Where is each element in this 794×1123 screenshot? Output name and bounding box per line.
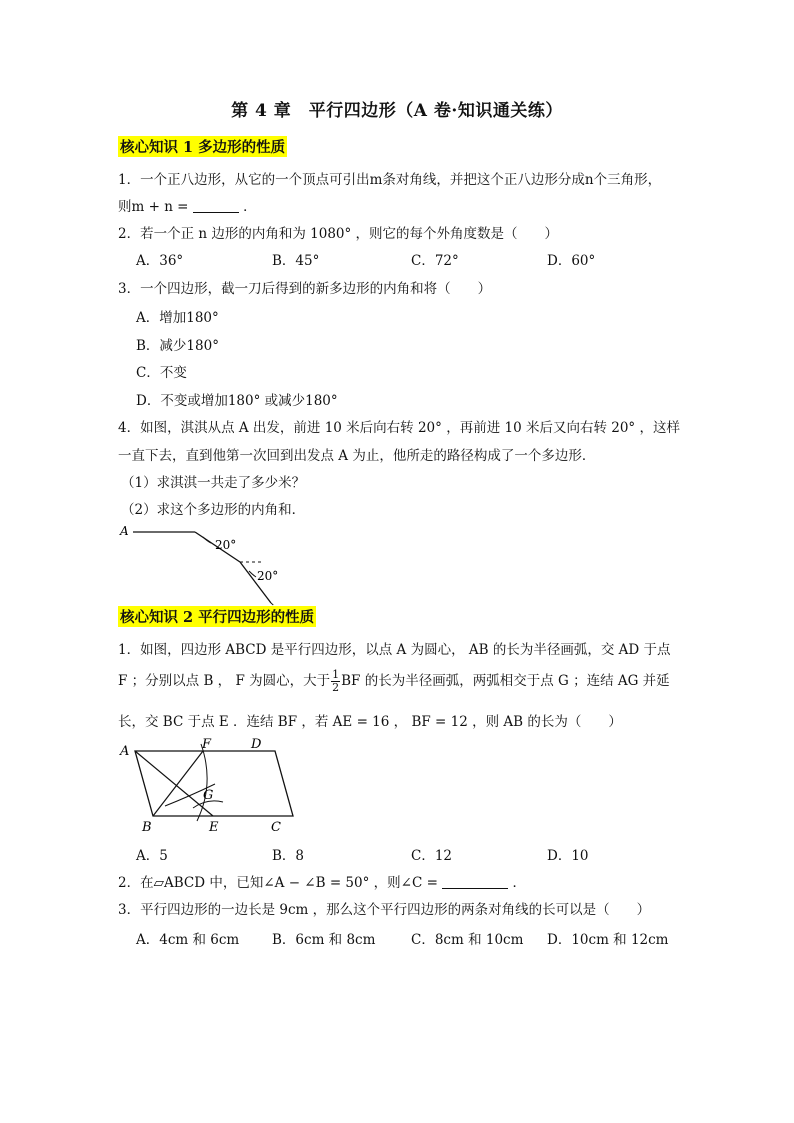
q2-1-line3: 长，交 BC 于点 E ．连结 BF ，若 AE = 16 ， BF = 12 ，则 AB 的长为（ ） — [118, 714, 622, 730]
q2-2-line — [118, 871, 526, 891]
one-half-fraction: $\frac{1}{2}$ — [332, 668, 340, 694]
label-f: F — [202, 737, 212, 752]
q2-3-text: 3．平行四边形的一边长是 9cm ，那么这个平行四边形的两条对角线的长可以是（ ） — [118, 902, 651, 918]
answer-blank[interactable] — [442, 874, 508, 889]
q1-2-option-b[interactable]: B．45° — [272, 253, 320, 269]
label-c: C — [271, 820, 281, 835]
q2-2-end: ． — [512, 875, 526, 891]
q2-1-option-b[interactable]: B．8 — [272, 848, 305, 864]
q1-4-line1: 4．如图，淇淇从点 A 出发，前进 10 米后向右转 20° ，再前进 10 米后又向右转 20° ，这样 — [118, 420, 680, 436]
q2-3-option-a[interactable]: A．4cm 和 6cm — [136, 932, 240, 948]
q1-1-text: 则m + n = — [118, 199, 189, 215]
q1-2-option-c[interactable]: C．72° — [411, 253, 459, 269]
point-a-label: A — [120, 524, 129, 538]
q1-4-sub2: （2）求这个多边形的内角和． — [121, 502, 306, 518]
parallelogram-abcd — [135, 751, 293, 816]
label-e: E — [209, 820, 219, 835]
q2-1-line2 — [118, 669, 670, 694]
q2-1-line2a: F ；分别以点 B ， F 为圆心，大于 — [118, 673, 331, 689]
section-heading-2: 核心知识 2 平行四边形的性质 — [118, 606, 316, 627]
label-d: D — [251, 737, 262, 752]
q2-3-option-c[interactable]: C．8cm 和 10cm — [411, 932, 524, 948]
label-a: A — [120, 744, 130, 759]
q1-4-sub1: （1）求淇淇一共走了多少米？ — [121, 475, 306, 491]
angle-label-2: 20° — [257, 569, 279, 583]
section-heading-1: 核心知识 1 多边形的性质 — [118, 136, 287, 157]
label-g: G — [203, 788, 214, 803]
q1-3-option-d[interactable]: D．不变或增加180° 或减少180° — [136, 393, 338, 409]
parallelogram-figure — [115, 736, 300, 836]
q1-3-option-c[interactable]: C．不变 — [136, 365, 187, 381]
page-title: 第 4 章 平行四边形（A 卷·知识通关练） — [231, 101, 563, 121]
q1-2-option-a[interactable]: A．36° — [136, 253, 184, 269]
q1-3-option-a[interactable]: A．增加180° — [136, 310, 219, 326]
q2-2-text: 2．在▱ABCD 中，已知∠A − ∠B = 50° ，则∠C = — [118, 875, 438, 891]
q1-2-text: 2．若一个正 n 边形的内角和为 1080° ，则它的每个外角度数是（ ） — [118, 226, 559, 242]
q1-1-end: ． — [243, 199, 257, 215]
q1-3-text: 3．一个四边形，截一刀后得到的新多边形的内角和将（ ） — [118, 281, 492, 297]
q1-1-line1: 1．一个正八边形，从它的一个顶点可引出m条对角线，并把这个正八边形分成n个三角形， — [118, 172, 662, 188]
q2-1-option-d[interactable]: D．10 — [547, 848, 589, 864]
q2-1-line2b: BF 的长为半径画弧，两弧相交于点 G ；连结 AG 并延 — [341, 673, 670, 689]
q2-1-line1: 1．如图，四边形 ABCD 是平行四边形，以点 A 为圆心， AB 的长为半径画弧，交 AD 于点 — [118, 642, 671, 658]
angle-arc-1 — [203, 537, 211, 543]
q2-3-option-b[interactable]: B．6cm 和 8cm — [272, 932, 376, 948]
q1-2-option-d[interactable]: D．60° — [547, 253, 596, 269]
q1-1-line2 — [118, 195, 257, 215]
q1-4-line2: 一直下去，直到他第一次回到出发点 A 为止，他所走的路径构成了一个多边形． — [118, 448, 596, 464]
angle-label-1: 20° — [215, 538, 237, 552]
q2-1-option-c[interactable]: C．12 — [411, 848, 453, 864]
answer-blank[interactable] — [193, 198, 239, 213]
q1-3-option-b[interactable]: B．减少180° — [136, 338, 219, 354]
q2-1-option-a[interactable]: A．5 — [136, 848, 168, 864]
q2-3-option-d[interactable]: D．10cm 和 12cm — [547, 932, 669, 948]
segment-ae — [135, 751, 213, 816]
label-b: B — [142, 820, 152, 835]
